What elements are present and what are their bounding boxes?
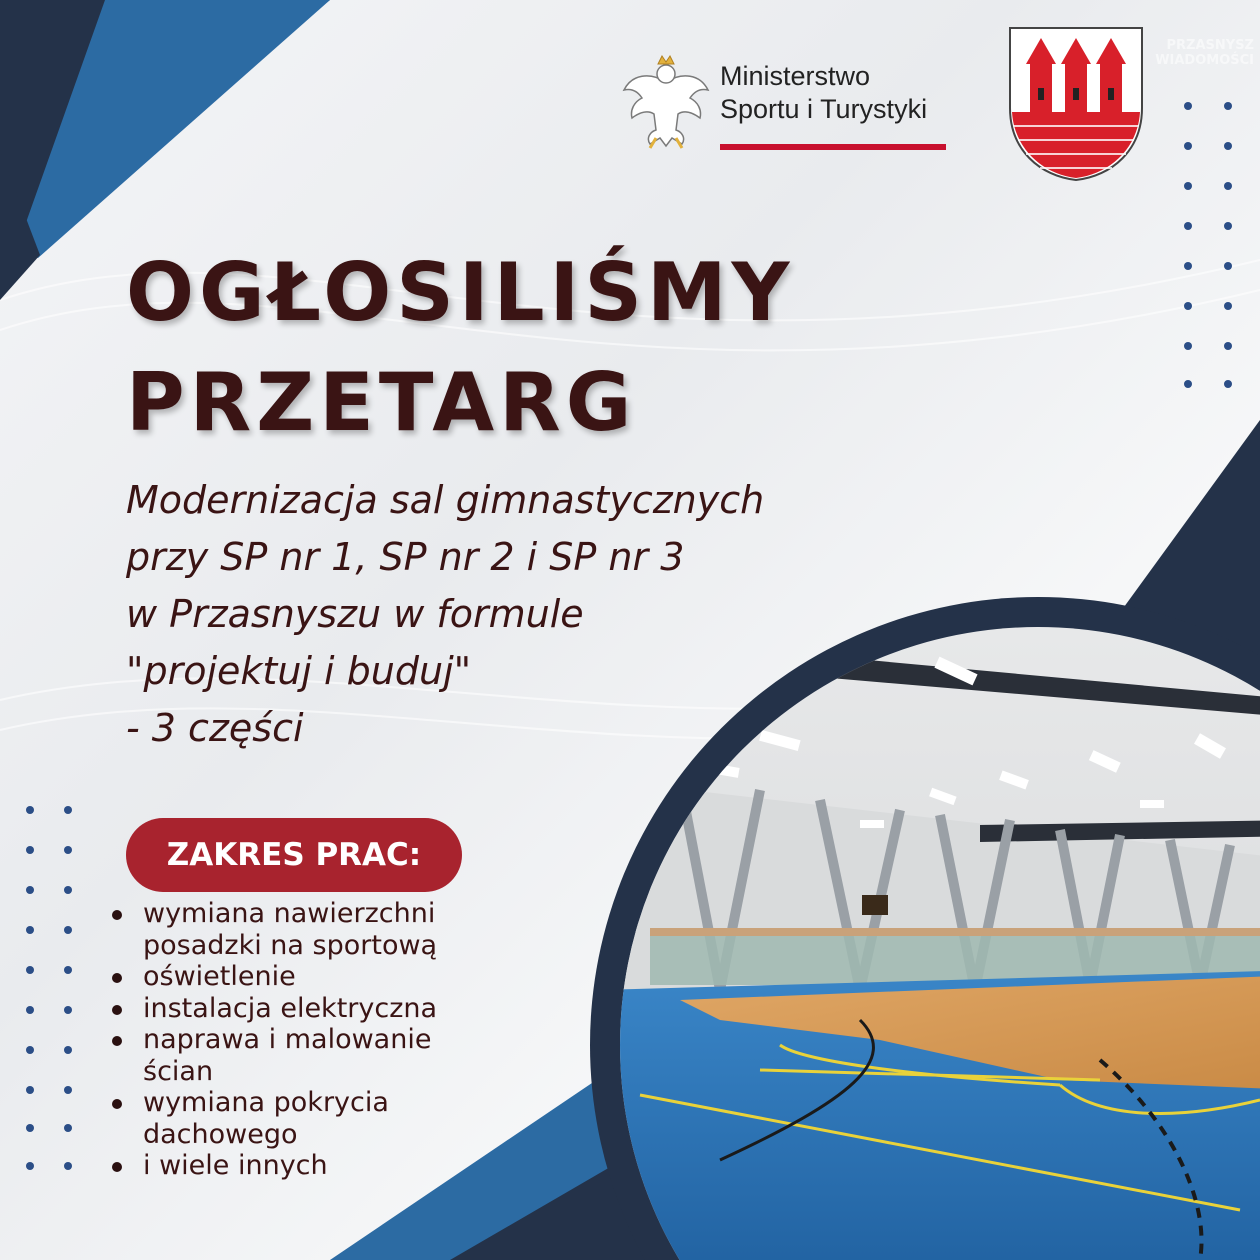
bullet-icon [112, 973, 122, 983]
bullet-icon [112, 1099, 122, 1109]
scope-list [112, 898, 512, 1182]
scope-title: ZAKRES PRAC: [166, 837, 422, 873]
headline-line-2: PRZETARG [126, 356, 637, 449]
bullet-icon [112, 1005, 122, 1015]
subtitle-line: "projektuj i buduj" [126, 649, 472, 693]
scope-list-item [112, 961, 512, 993]
scope-list-item [112, 993, 512, 1025]
scope-list-item [112, 898, 512, 961]
watermark-line-1: PRZASNYSZ [1166, 38, 1254, 53]
white-eagle-emblem-icon [620, 52, 712, 152]
subtitle-line: w Przasnyszu w formule [126, 592, 584, 636]
ministry-logo [620, 52, 960, 162]
scope-list-item [112, 1150, 512, 1182]
subtitle-line: Modernizacja sal gimnastycznych [126, 478, 765, 522]
bullet-icon [112, 1036, 122, 1046]
headline [126, 238, 886, 458]
subtitle-line: - 3 części [126, 706, 304, 750]
scope-item-text: wymiana pokrycia dachowego [143, 1087, 389, 1150]
dot-grid-right [1184, 102, 1234, 392]
scope-item-text: wymiana nawierzchni posadzki na sportową [143, 898, 438, 961]
scope-item-text: instalacja elektryczna [143, 992, 438, 1024]
dot-grid-left [26, 806, 76, 1166]
scope-item-text: naprawa i malowanie ścian [143, 1024, 432, 1087]
subtitle-line: przy SP nr 1, SP nr 2 i SP nr 3 [126, 535, 685, 579]
scope-item-text: i wiele innych [143, 1150, 328, 1181]
ministry-name-line-1: Ministerstwo [720, 61, 871, 91]
ministry-name-line-2: Sportu i Turystyki [720, 94, 928, 124]
ministry-red-underline [720, 144, 946, 150]
headline-line-1: OGŁOSILIŚMY [126, 246, 795, 339]
scope-list-item [112, 1024, 512, 1087]
scope-title-badge [126, 818, 462, 892]
scope-item-text: oświetlenie [143, 961, 296, 992]
coat-of-arms-icon [1008, 26, 1144, 182]
watermark-line-2: WIADOMOŚCI [1155, 53, 1254, 68]
bullet-icon [112, 1162, 122, 1172]
bullet-icon [112, 910, 122, 920]
scope-list-item [112, 1087, 512, 1150]
ministry-name [720, 60, 960, 126]
subtitle [126, 472, 906, 757]
watermark [1144, 38, 1254, 68]
